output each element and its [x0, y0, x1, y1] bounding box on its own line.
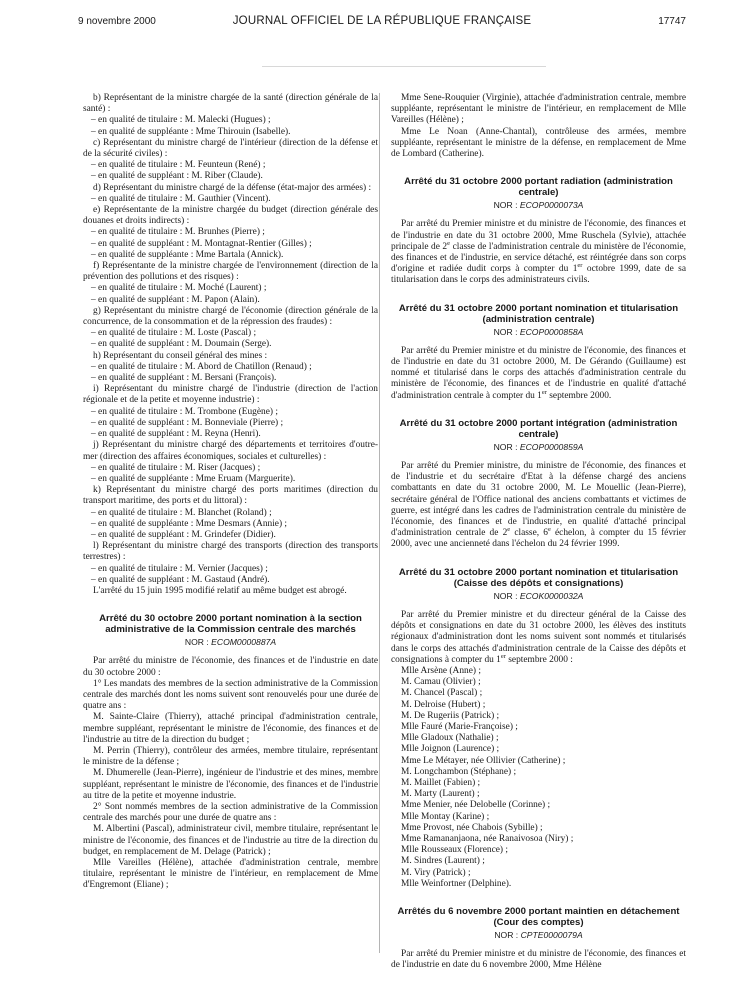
column-separator — [379, 93, 380, 953]
paragraph: l) Représentant du ministre chargé des transports (direction des transports terrestres) : — [83, 541, 378, 563]
list-item: – en qualité de titulaire : M. Abord de Chatillon (Renaud) ; — [91, 361, 312, 372]
header-date: 9 novembre 2000 — [78, 16, 156, 27]
paragraph: g) Représentant du ministre chargé de l'économie (direction générale de la concurrence, de la consommation et de la répression des fraudes) : — [83, 305, 378, 328]
list-item: – en qualité de titulaire : M. Gauthier (Vincent). — [91, 193, 271, 204]
nor-reference — [391, 442, 686, 453]
list-item: – en qualité de titulaire : M. Moché (Laurent) ; — [91, 283, 267, 294]
list-item: – en qualité de suppléante : Mme Bartala (Annick). — [91, 249, 284, 260]
paragraph: k) Représentant du ministre chargé des ports maritimes (direction du transport maritime, des ports et du littoral) : — [83, 485, 378, 507]
paragraph: Par arrêté du Premier ministre et du ministre de l'économie, des finances et de l'industrie en date du 6 novembre 2000, Mme Hélène — [391, 949, 686, 971]
paragraph: f) Représentante de la ministre chargée de l'environnement (direction de la prévention des pollutions et des risques) : — [83, 261, 378, 283]
list-item: Mlle Montay (Karine) ; — [401, 811, 490, 822]
continued-paragraphs — [391, 93, 686, 160]
representatives-list — [83, 93, 378, 597]
names-list — [391, 666, 686, 890]
nor-reference — [391, 200, 686, 211]
left-column — [83, 93, 378, 892]
paragraph: M. Perrin (Thierry), contrôleur des armées, membre titulaire, représentant le ministre de la défense ; — [83, 745, 378, 768]
article-body — [391, 461, 686, 551]
list-item: – en qualité de titulaire : M. Brunhes (Pierre) ; — [91, 227, 265, 238]
nor-label: NOR : — [493, 590, 518, 601]
list-item: Mlle Weinfortner (Delphine). — [401, 878, 512, 889]
nor-reference — [391, 930, 686, 941]
list-item: – en qualité de suppléant : M. Gastaud (André). — [91, 574, 270, 585]
paragraph: M. Dhumerelle (Jean-Pierre), ingénieur de l'industrie et des mines, membre suppléant, représentant le ministre de l'économie, des finances et de l'industrie au titre de la petite et moyenne industrie. — [83, 768, 378, 801]
list-item: Mlle Fauré (Marie-Françoise) ; — [401, 721, 518, 732]
article-body — [391, 949, 686, 971]
list-item: – en qualité de titulaire : M. Vernier (Jacques) ; — [91, 563, 268, 574]
paragraph: b) Représentant de la ministre chargée de la santé (direction générale de la santé) : — [83, 93, 378, 115]
list-item: M. Longchambon (Stéphane) ; — [401, 766, 517, 777]
nor-reference — [83, 637, 378, 648]
header-rule — [262, 66, 546, 67]
list-item: – en qualité de titulaire : M. Malecki (Hugues) ; — [91, 115, 271, 126]
list-item: Mlle Joignon (Laurence) ; — [401, 744, 500, 755]
paragraph: M. Sainte-Claire (Thierry), attaché principal d'administration centrale, membre suppléant, représentant le ministre de l'économie, des finances et de l'industrie au titre de la direction du budget ; — [83, 712, 378, 745]
article-heading: Arrêté du 30 octobre 2000 portant nomination à la section administrative de la Commission centrale des marchés — [99, 613, 362, 636]
nor-code: ECOP0000073A — [519, 200, 584, 211]
paragraph: h) Représentant du conseil général des mines : — [93, 350, 268, 361]
nor-code: ECOM0000887A — [211, 637, 277, 648]
paragraph: j) Représentant du ministre chargé des départements et territoires d'outre-mer (direction des affaires économiques, sociales et culturelles) : — [83, 440, 378, 462]
nor-reference — [391, 327, 686, 338]
list-item: M. Marty (Laurent) ; — [401, 789, 480, 800]
list-item: Mlle Gladoux (Nathalie) ; — [401, 733, 499, 744]
list-item: M. De Rugeriis (Patrick) ; — [401, 710, 500, 721]
paragraph: Mme Sene-Rouquier (Virginie), attachée d'administration centrale, membre suppléante, représentant le ministre de l'intérieur, en remplacement de Mlle Vareilles (Hélène) ; — [391, 93, 686, 126]
article-heading: Arrêté du 31 octobre 2000 portant nomination et titularisation (administration centrale) — [398, 302, 679, 325]
nor-code: ECOP0000858A — [519, 326, 584, 337]
paragraph: i) Représentant du ministre chargé de l'industrie (direction de l'action régionale et de la petite et moyenne industrie) : — [83, 384, 378, 406]
header-title: JOURNAL OFFICIEL DE LA RÉPUBLIQUE FRANÇAISE — [232, 15, 532, 27]
paragraph: Par arrêté du Premier ministre et du ministre de l'économie, des finances et de l'industrie en date du 31 octobre 2000, Mme Ruschela (Sylvie), attachée principale de 2e classe de l'administration centrale du ministère de l'économie, des finances et de l'industrie, en service détaché, est réintégrée dans son corps d'origine et radiée dudit corps à compter du 1er octobre 1999, date de sa titularisation dans le corps des administrateurs civils. — [391, 219, 686, 286]
list-item: – en qualité de titulaire : M. Riser (Jacques) ; — [91, 462, 261, 473]
article-heading: Arrêté du 31 octobre 2000 portant nomination et titularisation (Caisse des dépôts et consignations) — [398, 566, 679, 589]
nor-code: ECOK0000032A — [519, 590, 584, 601]
paragraph: 2° Sont nommés membres de la section administrative de la Commission centrale des marchés pour une durée de quatre ans : — [83, 801, 378, 824]
paragraph: c) Représentant du ministre chargé de l'intérieur (direction de la défense et de la sécurité civiles) : — [83, 137, 378, 160]
list-item: – en qualité de suppléant : M. Riber (Claude). — [91, 171, 263, 182]
article-heading: Arrêtés du 6 novembre 2000 portant maintien en détachement (Cour des comptes) — [397, 905, 680, 928]
list-item: – en qualité de suppléant : M. Reyna (Henri). — [91, 429, 261, 440]
nor-label: NOR : — [493, 441, 518, 452]
nor-reference — [391, 591, 686, 602]
article-body — [391, 346, 686, 402]
list-item: M. Maillet (Fabien) ; — [401, 777, 481, 788]
paragraph: Par arrêté du Premier ministre et du directeur général de la Caisse des dépôts et consignations en date du 31 octobre 2000, les élèves des instituts régionaux d'administration dont les noms suivent sont nommés et titularisés dans le corps des attachés d'administration centrale de la Caisse des dépôts et consignations à compter du 1er septembre 2000 : — [391, 609, 686, 665]
nor-label: NOR : — [493, 200, 518, 211]
list-item: – en qualité de suppléante : Mme Thirouin (Isabelle). — [91, 126, 291, 137]
paragraph: M. Albertini (Pascal), administrateur civil, membre titulaire, représentant le ministre de l'économie, des finances et de l'industrie au titre de la direction du budget, en remplacement de M. Delage (Patrick) ; — [83, 824, 378, 857]
nor-label: NOR : — [494, 929, 519, 940]
list-item: – en qualité de suppléant : M. Doumain (Serge). — [91, 339, 272, 350]
list-item: – en qualité de suppléant : M. Montagnat-Rentier (Gilles) ; — [91, 238, 312, 249]
list-item: Mme Ramananjaona, née Ranaivosoa (Niry) ; — [401, 833, 574, 844]
list-item: – en qualité de titulaire : M. Feunteun (René) ; — [91, 160, 266, 171]
paragraph: Mlle Vareilles (Hélène), attachée d'administration centrale, membre titulaire, représentant le ministre de l'intérieur, en remplacement de Mme d'Engremont (Eliane) ; — [83, 858, 378, 891]
right-column — [391, 93, 686, 972]
article-body — [391, 610, 686, 666]
list-item: Mlle Arsène (Anne) ; — [401, 665, 481, 676]
nor-code: ECOP0000859A — [519, 441, 584, 452]
list-item: – en qualité de suppléant : M. Grindefer (Didier). — [91, 529, 276, 540]
list-item: M. Delroise (Hubert) ; — [401, 699, 486, 710]
header-page-number: 17747 — [658, 16, 686, 27]
article-body — [83, 656, 378, 891]
paragraph: Mme Le Noan (Anne-Chantal), contrôleuse des armées, membre suppléante, représentant le ministre de la défense, en remplacement de Mme de Lombard (Catherine). — [391, 126, 686, 160]
paragraph: L'arrêté du 15 juin 1995 modifié relatif au même budget est abrogé. — [93, 585, 347, 596]
nor-code: CPTE0000079A — [520, 929, 583, 940]
list-item: – en qualité de titulaire : M. Trombone (Eugène) ; — [91, 406, 278, 417]
article-heading: Arrêté du 31 octobre 2000 portant radiation (administration centrale) — [404, 176, 673, 199]
paragraph: Par arrêté du ministre de l'économie, des finances et de l'industrie en date du 30 octobre 2000 : — [83, 656, 378, 678]
list-item: M. Chancel (Pascal) ; — [401, 688, 483, 699]
nor-label: NOR : — [184, 637, 209, 648]
list-item: – en qualité de titulaire : M. Blanchet (Roland) ; — [91, 507, 272, 518]
list-item: Mlle Rousseaux (Florence) ; — [401, 845, 509, 856]
nor-label: NOR : — [493, 326, 518, 337]
paragraph: d) Représentant du ministre chargé de la défense (état-major des armées) : — [93, 182, 372, 193]
list-item: – en qualité de suppléante : Mme Desmars (Annie) ; — [91, 518, 288, 529]
list-item: – en qualité de suppléant : M. Bersani (François). — [91, 373, 277, 384]
list-item: M. Camau (Olivier) ; — [401, 677, 481, 688]
paragraph: e) Représentante de la ministre chargée du budget (direction générale des douanes et droits indirects) : — [83, 205, 378, 227]
list-item: Mme Le Métayer, née Ollivier (Catherine) ; — [401, 755, 566, 766]
list-item: M. Viry (Patrick) ; — [401, 867, 471, 878]
list-item: Mme Provost, née Chabois (Sybille) ; — [401, 822, 543, 833]
list-item: – en qualité de suppléant : M. Bonneviale (Pierre) ; — [91, 417, 284, 428]
list-item: – en qualité de titulaire : M. Loste (Pascal) ; — [91, 328, 257, 339]
list-item: – en qualité de suppléant : M. Papon (Alain). — [91, 294, 260, 305]
paragraph: Par arrêté du Premier ministre, du ministre de l'économie, des finances et de l'industrie et du secrétaire d'Etat à la défense chargé des anciens combattants en date du 31 octobre 2000, M. Le Mouellic (Jean-Pierre), secrétaire général de l'Office national des anciens combattants et victimes de guerre, est intégré dans les cadres de l'administration centrale du ministère de l'économie, des finances et de l'industrie, en qualité d'attaché principal d'administration centrale de 2e classe, 6e échelon, à compter du 15 février 2000, avec une ancienneté dans l'échelon du 24 février 1999. — [391, 461, 687, 550]
list-item: M. Sindres (Laurent) ; — [401, 856, 485, 867]
paragraph: Par arrêté du Premier ministre et du ministre de l'économie, des finances et de l'industrie en date du 31 octobre 2000, M. De Gérando (Guillaume) est nommé et titularisé dans le corps des attachés d'administration centrale du ministère de l'économie, des finances et de l'industrie en qualité d'attaché d'administration centrale à compter du 1er septembre 2000. — [391, 345, 686, 401]
article-body — [391, 219, 686, 286]
list-item: – en qualité de suppléante : Mme Eruam (Marguerite). — [91, 473, 296, 484]
article-heading: Arrêté du 31 octobre 2000 portant intégration (administration centrale) — [399, 417, 678, 440]
list-item: Mme Menier, née Delobelle (Corinne) ; — [401, 800, 551, 811]
page-header — [78, 16, 686, 34]
paragraph: 1° Les mandats des membres de la section administrative de la Commission centrale des marchés dont les noms suivent sont renouvelés pour une durée de quatre ans : — [83, 678, 378, 712]
